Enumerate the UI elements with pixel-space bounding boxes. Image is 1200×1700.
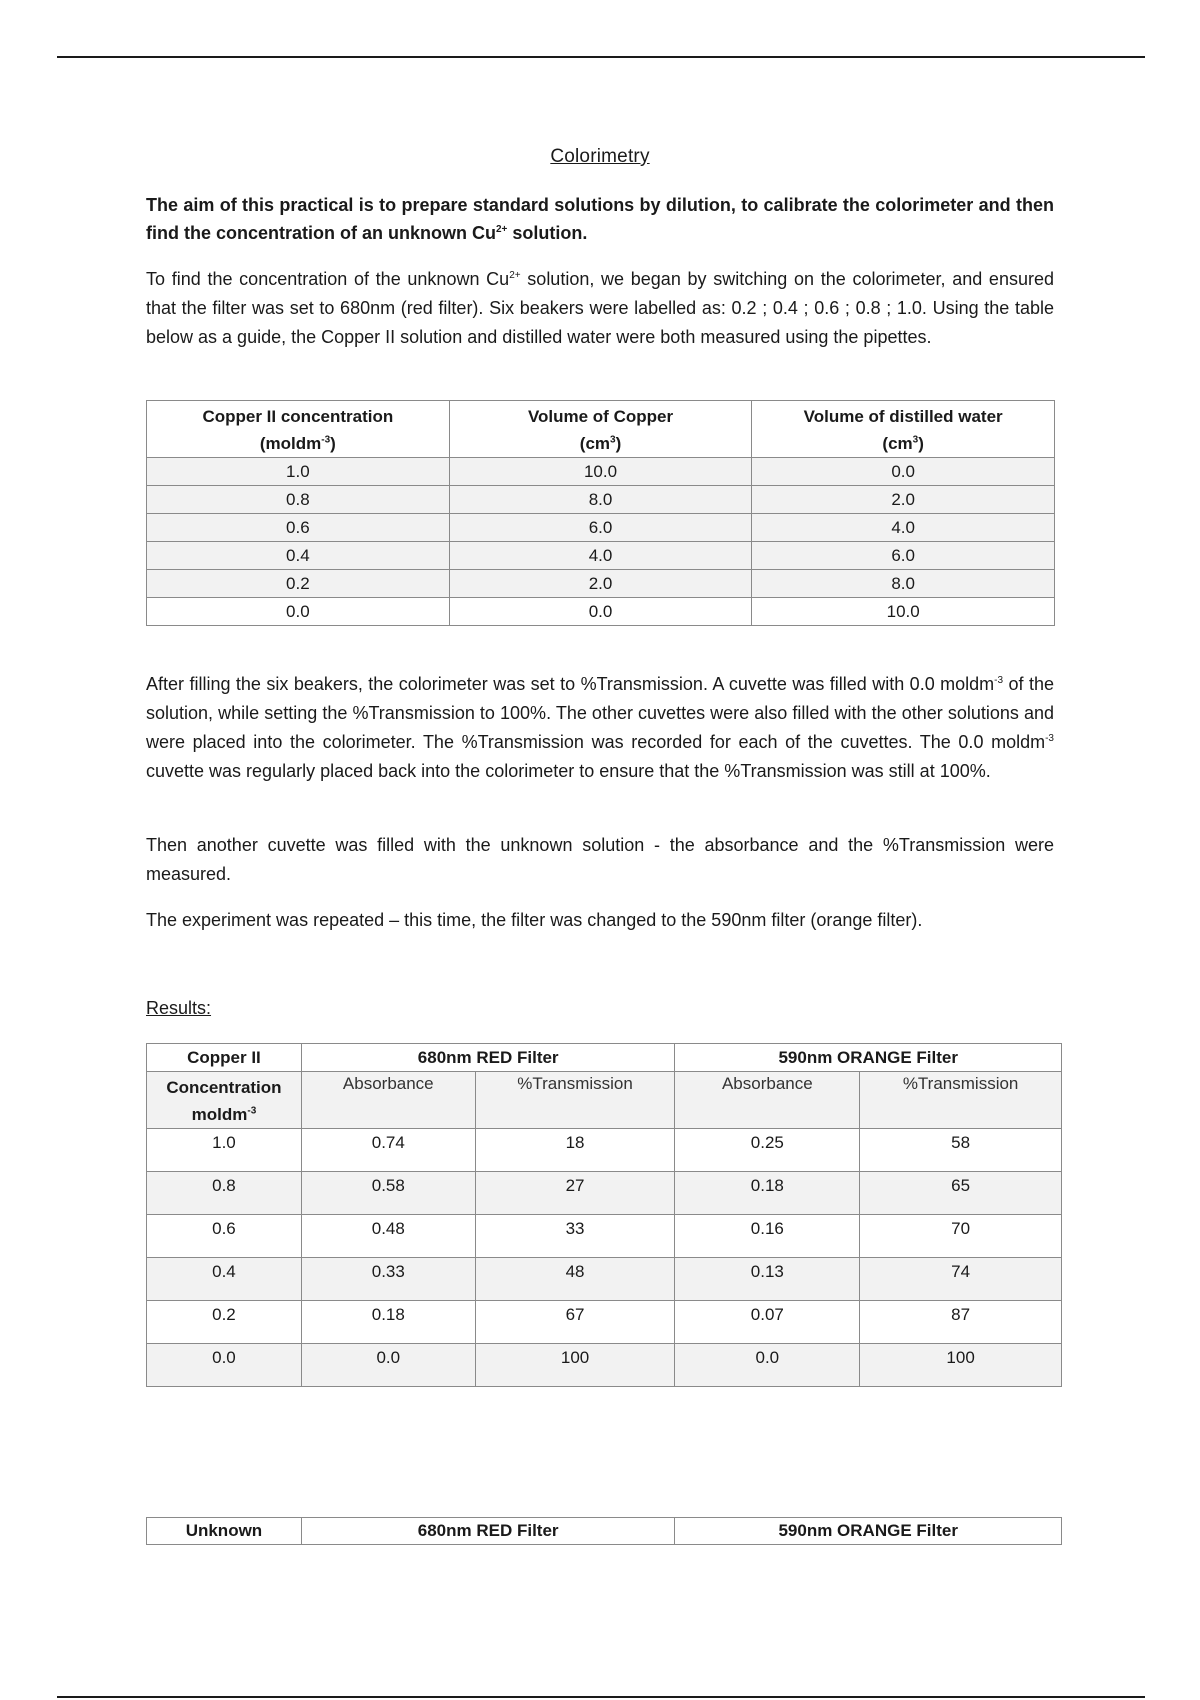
header-concentration: [147, 1072, 302, 1129]
text-span: After filling the six beakers, the colorimeter was set to %Transmission. A cuvette was filled with 0.0 moldm: [146, 674, 995, 694]
header-close: ): [918, 434, 924, 453]
table-cell: 8.0: [752, 570, 1055, 598]
table-row: [147, 486, 1055, 514]
text-span: To find the concentration of the unknown Cu: [146, 269, 510, 289]
header-unknown-red: 680nm RED Filter: [301, 1518, 675, 1545]
header-line: Copper II concentration: [202, 407, 394, 426]
header-close: ): [615, 434, 622, 453]
aim-text: The aim of this practical is to prepare standard solutions by dilution, to calibrate the colorimeter and then find the concentration of an unknown Cu: [146, 195, 1054, 243]
table-row: [147, 1172, 1062, 1215]
header-orange-absorbance: Absorbance: [675, 1072, 860, 1129]
header-volume-copper: [449, 401, 752, 458]
page-title: Colorimetry: [550, 146, 650, 167]
header-red-transmission: %Transmission: [475, 1072, 675, 1129]
table-cell: 0.07: [675, 1301, 860, 1344]
method-paragraph-2: [146, 670, 1054, 786]
text-span: cuvette was regularly placed back into the colorimeter to ensure that the %Transmission was still at 100%.: [146, 761, 991, 781]
table-cell: 87: [860, 1301, 1062, 1344]
table-cell: 74: [860, 1258, 1062, 1301]
results-heading: Results:: [146, 998, 212, 1018]
header-red-absorbance: Absorbance: [301, 1072, 475, 1129]
table-cell: 100: [860, 1344, 1062, 1387]
table-cell: 33: [475, 1215, 675, 1258]
table-row: [147, 1215, 1062, 1258]
table-cell: 0.0: [147, 598, 450, 626]
table-cell: 2.0: [752, 486, 1055, 514]
table-row: [147, 1129, 1062, 1172]
table-cell: 10.0: [752, 598, 1055, 626]
table-cell: 6.0: [752, 542, 1055, 570]
table-cell: 0.18: [301, 1301, 475, 1344]
table-cell: 8.0: [449, 486, 752, 514]
table-cell: 0.18: [675, 1172, 860, 1215]
superscript: 3: [912, 434, 919, 446]
superscript: -3: [321, 434, 331, 446]
superscript: -3: [994, 675, 1004, 686]
header-copper-ii: Copper II: [147, 1044, 302, 1072]
header-line: Volume of distilled water: [803, 407, 1003, 426]
table-row: [147, 1301, 1062, 1344]
table-cell: 67: [475, 1301, 675, 1344]
header-line: Volume of Copper: [527, 407, 674, 426]
table-cell: 0.6: [147, 514, 450, 542]
table-row: [147, 598, 1055, 626]
table-cell: 1.0: [147, 1129, 302, 1172]
header-orange-filter: 590nm ORANGE Filter: [675, 1044, 1062, 1072]
table-cell: 0.48: [301, 1215, 475, 1258]
text-span: of the solution, while setting the %Transmission to 100%. The other cuvettes were also filled with the other solutions and were placed into the colorimeter. The %Transmission was recorded for each of the cuvettes. The 0.0 moldm: [146, 674, 1054, 752]
table-cell: 4.0: [449, 542, 752, 570]
header-unknown-orange: 590nm ORANGE Filter: [675, 1518, 1062, 1545]
table-cell: 0.58: [301, 1172, 475, 1215]
table-cell: 48: [475, 1258, 675, 1301]
unknown-table: [146, 1517, 1062, 1545]
dilution-table: [146, 400, 1055, 626]
aim-statement: [146, 191, 1054, 247]
header-unknown: Unknown: [147, 1518, 302, 1545]
table-cell: 1.0: [147, 458, 450, 486]
superscript: -3: [1045, 733, 1054, 744]
results-sub-header-row: [147, 1072, 1062, 1129]
table-cell: 18: [475, 1129, 675, 1172]
superscript: 3: [610, 434, 616, 446]
table-cell: 0.13: [675, 1258, 860, 1301]
table-cell: 0.4: [147, 542, 450, 570]
header-close: ): [330, 434, 336, 453]
table-row: [147, 542, 1055, 570]
header-volume-water: [752, 401, 1055, 458]
header-copper-concentration: [147, 401, 450, 458]
table-cell: 0.25: [675, 1129, 860, 1172]
table-cell: 0.2: [147, 1301, 302, 1344]
table-cell: 0.33: [301, 1258, 475, 1301]
table-cell: 0.8: [147, 486, 450, 514]
table-cell: 58: [860, 1129, 1062, 1172]
page-top-rule: [57, 56, 1145, 58]
results-table: [146, 1043, 1062, 1387]
superscript: 2+: [509, 270, 521, 281]
dilution-header-row: [147, 401, 1055, 458]
table-cell: 0.74: [301, 1129, 475, 1172]
table-row: [147, 514, 1055, 542]
table-cell: 2.0: [449, 570, 752, 598]
table-cell: 27: [475, 1172, 675, 1215]
header-unit: moldm: [191, 1105, 248, 1124]
table-cell: 0.0: [147, 1344, 302, 1387]
table-cell: 0.6: [147, 1215, 302, 1258]
table-cell: 0.0: [449, 598, 752, 626]
aim-superscript: 2+: [495, 224, 508, 235]
text-span: solution, we began by switching on the colorimeter, and ensured that the filter was set to 680nm (red filter). Six beakers were labelled as: 0.2 ; 0.4 ; 0.6 ; 0.8 ; 1.0. Using the table below as a guide, the Copper II solution and distilled water were both measured using the pipettes.: [146, 269, 1054, 347]
table-cell: 100: [475, 1344, 675, 1387]
table-cell: 6.0: [449, 514, 752, 542]
table-row: [147, 1258, 1062, 1301]
table-row: [147, 458, 1055, 486]
header-line: Concentration: [166, 1078, 282, 1097]
table-cell: 10.0: [449, 458, 752, 486]
unknown-header-row: [147, 1518, 1062, 1545]
header-orange-transmission: %Transmission: [860, 1072, 1062, 1129]
header-unit: (cm: [882, 434, 913, 453]
page-bottom-rule: [57, 1696, 1145, 1698]
table-row: [147, 1344, 1062, 1387]
table-cell: 0.0: [675, 1344, 860, 1387]
header-red-filter: 680nm RED Filter: [301, 1044, 675, 1072]
superscript: -3: [247, 1105, 257, 1117]
table-cell: 0.16: [675, 1215, 860, 1258]
table-cell: 0.2: [147, 570, 450, 598]
table-cell: 0.8: [147, 1172, 302, 1215]
results-group-header-row: [147, 1044, 1062, 1072]
method-paragraph-3: Then another cuvette was filled with the unknown solution - the absorbance and the %Transmission were measured.: [146, 835, 1054, 884]
table-cell: 0.0: [301, 1344, 475, 1387]
table-cell: 0.4: [147, 1258, 302, 1301]
method-paragraph-1: [146, 265, 1054, 352]
table-cell: 0.0: [752, 458, 1055, 486]
table-row: [147, 570, 1055, 598]
header-unit: (cm: [579, 434, 611, 453]
table-cell: 65: [860, 1172, 1062, 1215]
method-paragraph-4: The experiment was repeated – this time, the filter was changed to the 590nm filter (orange filter).: [146, 910, 923, 930]
table-cell: 70: [860, 1215, 1062, 1258]
aim-end: solution.: [512, 223, 588, 243]
table-cell: 4.0: [752, 514, 1055, 542]
header-unit: (moldm: [259, 434, 322, 453]
